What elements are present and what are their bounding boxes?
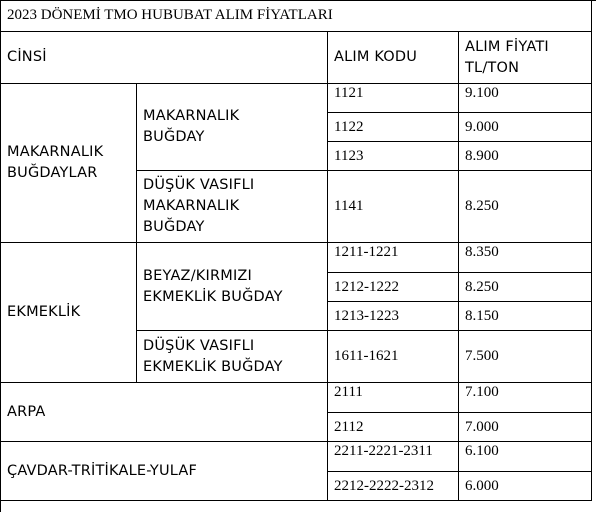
code-cell: 1141	[328, 171, 459, 243]
subgroup-label-line2: MAKARNALIK	[143, 198, 240, 214]
code-cell: 1211-1221	[328, 243, 459, 273]
table-title: 2023 DÖNEMİ TMO HUBUBAT ALIM FİYATLARI	[1, 1, 592, 32]
code-cell: 2212-2222-2312	[328, 472, 459, 501]
header-code: ALIM KODU	[328, 32, 459, 84]
price-cell: 9.100	[459, 84, 592, 113]
subgroup-beyaz-kirmizi	[137, 243, 328, 331]
subgroup-label-line1: DÜŞÜK VASIFLI	[143, 337, 255, 354]
subgroup-dusuk-makarnalik	[137, 171, 328, 243]
code-cell: 1213-1223	[328, 302, 459, 331]
group-makarnalik-line1: MAKARNALIK	[7, 144, 104, 160]
price-cell: 8.350	[459, 243, 592, 273]
header-price	[459, 32, 592, 84]
price-cell: 7.100	[459, 383, 592, 413]
header-price-line2: TL/TON	[465, 59, 520, 76]
price-cell: 7.500	[459, 331, 592, 383]
code-cell: 1121	[328, 84, 459, 113]
code-cell: 1123	[328, 142, 459, 171]
group-arpa: ARPA	[1, 383, 328, 442]
subgroup-label-line2: EKMEKLİK BUĞDAY	[143, 288, 283, 305]
price-cell: 8.900	[459, 142, 592, 171]
price-cell: 8.250	[459, 171, 592, 243]
subgroup-label-line2: EKMEKLİK BUĞDAY	[143, 358, 283, 375]
code-cell: 2211-2221-2311	[328, 442, 459, 472]
subgroup-makarnalik-bugday	[137, 84, 328, 171]
code-cell: 1212-1222	[328, 273, 459, 302]
subgroup-label-line2: BUĞDAY	[143, 129, 205, 145]
group-makarnalik	[1, 84, 137, 243]
code-cell: 2111	[328, 383, 459, 413]
code-cell: 1611-1621	[328, 331, 459, 383]
header-price-line1: ALIM FİYATI	[465, 38, 549, 55]
price-cell: 8.150	[459, 302, 592, 331]
group-ekmeklik: EKMEKLİK	[1, 243, 137, 383]
code-cell: 1122	[328, 113, 459, 142]
price-cell: 8.250	[459, 273, 592, 302]
subgroup-label-line1: MAKARNALIK	[143, 108, 240, 124]
subgroup-dusuk-ekmeklik	[137, 331, 328, 383]
subgroup-label-line3: BUĞDAY	[143, 219, 205, 235]
group-makarnalik-line2: BUĞDAYLAR	[7, 165, 98, 181]
code-cell: 2112	[328, 413, 459, 442]
group-cavdar: ÇAVDAR-TRİTİKALE-YULAF	[1, 442, 328, 501]
price-cell: 6.000	[459, 472, 592, 501]
price-cell: 9.000	[459, 113, 592, 142]
price-cell: 7.000	[459, 413, 592, 442]
header-type: CİNSİ	[1, 32, 328, 84]
subgroup-label-line1: BEYAZ/KIRMIZI	[143, 267, 253, 284]
price-cell: 6.100	[459, 442, 592, 472]
subgroup-label-line1: DÜŞÜK VASIFLI	[143, 177, 255, 193]
